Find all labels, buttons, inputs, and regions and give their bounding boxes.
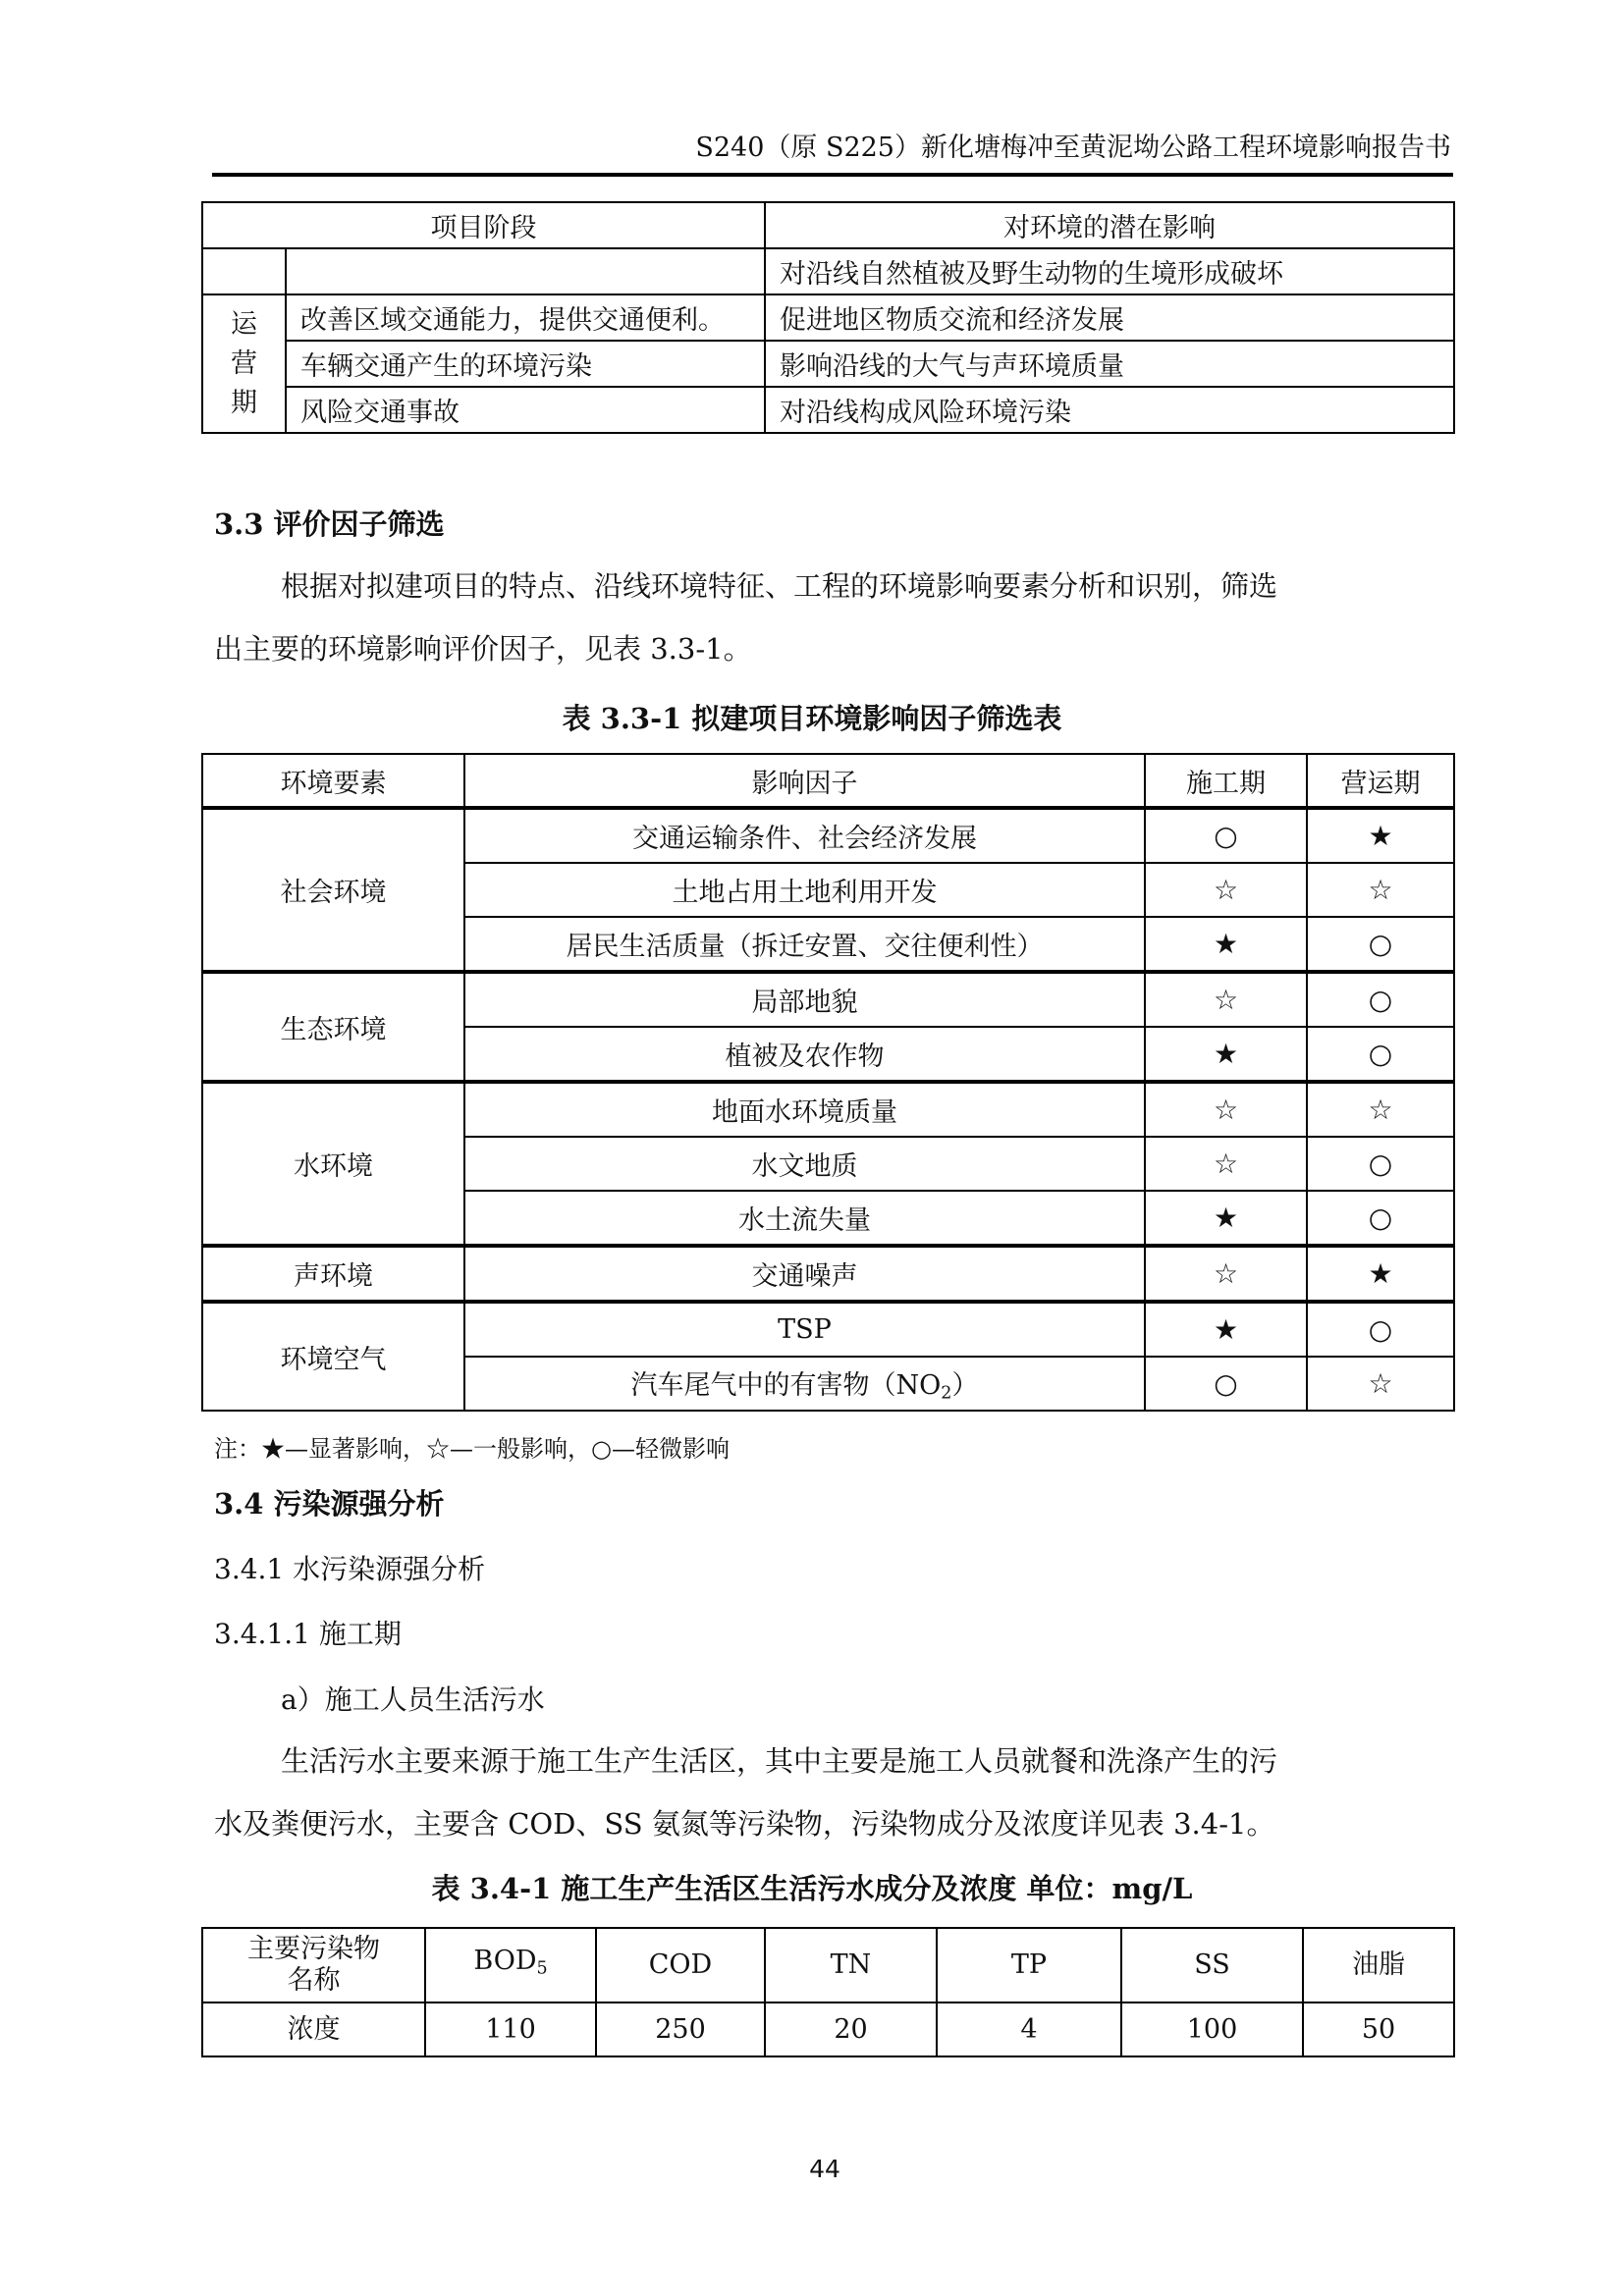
pollutant-name: BOD [473, 1946, 537, 1977]
paragraph-line: 生活污水主要来源于施工生产生活区，其中主要是施工人员就餐和洗涤产生的污 [281, 1744, 1278, 1778]
concentration-cell: 250 [596, 2002, 765, 2056]
operation-rating: ○ [1307, 917, 1454, 972]
activity-cell: 风险交通事故 [286, 387, 765, 433]
factor-cell: 交通噪声 [464, 1246, 1145, 1302]
concentration-cell: 100 [1121, 2002, 1303, 2056]
factor-table [201, 753, 1455, 1412]
factor-cell: TSP [464, 1302, 1145, 1357]
header-rule [212, 173, 1453, 177]
stage-char: 运 [231, 308, 257, 340]
operation-rating: ○ [1307, 1137, 1454, 1191]
concentration-cell: 20 [765, 2002, 937, 2056]
construction-rating: ★ [1145, 1191, 1307, 1246]
table-row [202, 294, 1454, 341]
operation-rating: ○ [1307, 972, 1454, 1027]
pollutant-name-cell: SS [1121, 1928, 1303, 2002]
operation-rating: ☆ [1307, 1357, 1454, 1411]
factor-text-tail: ） [951, 1370, 979, 1402]
section-heading-3-4: 3.4 污染源强分析 [214, 1487, 445, 1521]
table-caption-3-3-1: 表 3.3-1 拟建项目环境影响因子筛选表 [562, 702, 1062, 735]
stage-char: 期 [231, 387, 257, 418]
pollutant-name-cell: TN [765, 1928, 937, 2002]
construction-rating: ☆ [1145, 1137, 1307, 1191]
factor-cell: 交通运输条件、社会经济发展 [464, 808, 1145, 863]
header-cell: 项目阶段 [202, 202, 765, 248]
subscript: 2 [941, 1383, 952, 1404]
construction-rating: ★ [1145, 917, 1307, 972]
table-row [202, 808, 1454, 863]
activity-cell: 车辆交通产生的环境污染 [286, 341, 765, 387]
header-cell: 营运期 [1307, 754, 1454, 808]
factor-cell: 水文地质 [464, 1137, 1145, 1191]
paragraph-line: 根据对拟建项目的特点、沿线环境特征、工程的环境影响要素分析和识别，筛选 [281, 569, 1278, 603]
header-cell: 对环境的潜在影响 [765, 202, 1454, 248]
row-header-cell [202, 1928, 425, 2002]
factor-cell [464, 1357, 1145, 1411]
activity-cell: 改善区域交通能力，提供交通便利。 [286, 294, 765, 341]
construction-rating: ☆ [1145, 1246, 1307, 1302]
factor-cell: 地面水环境质量 [464, 1082, 1145, 1137]
row-header-line: 主要污染物 [247, 1934, 380, 1964]
subscript: 5 [536, 1958, 548, 1979]
construction-rating: ○ [1145, 808, 1307, 863]
element-cell: 生态环境 [202, 972, 464, 1082]
operation-rating: ○ [1307, 1302, 1454, 1357]
element-cell: 环境空气 [202, 1302, 464, 1411]
sewage-table [201, 1927, 1455, 2057]
element-cell: 水环境 [202, 1082, 464, 1246]
table-row [202, 1302, 1454, 1357]
concentration-cell: 4 [937, 2002, 1121, 2056]
row-header-line: 名称 [287, 1965, 341, 1996]
paragraph-line: 出主要的环境影响评价因子，见表 3.3-1。 [214, 632, 752, 666]
row-header-cell: 浓度 [202, 2002, 425, 2056]
construction-rating: ★ [1145, 1302, 1307, 1357]
factor-cell: 居民生活质量（拆迁安置、交往便利性） [464, 917, 1145, 972]
stage-cell [202, 248, 286, 294]
operation-rating: ☆ [1307, 1082, 1454, 1137]
table-header-row [202, 1928, 1454, 2002]
operation-stage-cell [202, 294, 286, 433]
table-row [202, 387, 1454, 433]
stage-char: 营 [231, 347, 257, 379]
table-row [202, 1082, 1454, 1137]
header-cell: 影响因子 [464, 754, 1145, 808]
paragraph-line: 水及粪便污水，主要含 COD、SS 氨氮等污染物，污染物成分及浓度详见表 3.4-1。 [214, 1807, 1275, 1841]
factor-cell: 植被及农作物 [464, 1027, 1145, 1082]
construction-rating: ☆ [1145, 863, 1307, 917]
operation-rating: ○ [1307, 1191, 1454, 1246]
factor-cell: 局部地貌 [464, 972, 1145, 1027]
impact-cell: 对沿线构成风险环境污染 [765, 387, 1454, 433]
pollutant-name-cell: 油脂 [1303, 1928, 1454, 2002]
activity-cell [286, 248, 765, 294]
impact-cell: 对沿线自然植被及野生动物的生境形成破坏 [765, 248, 1454, 294]
pollutant-name-cell: TP [937, 1928, 1121, 2002]
impact-table [201, 201, 1455, 434]
factor-text: 汽车尾气中的有害物（NO [630, 1370, 942, 1402]
table-note: 注：★—显著影响，☆—一般影响，○—轻微影响 [214, 1435, 730, 1463]
pollutant-name-cell [425, 1928, 596, 2002]
construction-rating: ☆ [1145, 1082, 1307, 1137]
construction-rating: ○ [1145, 1357, 1307, 1411]
table-caption-3-4-1: 表 3.4-1 施工生产生活区生活污水成分及浓度 单位：mg/L [431, 1872, 1193, 1905]
element-cell: 声环境 [202, 1246, 464, 1302]
impact-cell: 促进地区物质交流和经济发展 [765, 294, 1454, 341]
running-header: S240（原 S225）新化塘梅冲至黄泥坳公路工程环境影响报告书 [695, 133, 1451, 163]
table-row [202, 341, 1454, 387]
factor-cell: 土地占用土地利用开发 [464, 863, 1145, 917]
concentration-cell: 110 [425, 2002, 596, 2056]
operation-rating: ☆ [1307, 863, 1454, 917]
impact-cell: 影响沿线的大气与声环境质量 [765, 341, 1454, 387]
table-header-row [202, 202, 1454, 248]
concentration-cell: 50 [1303, 2002, 1454, 2056]
item-a: a）施工人员生活污水 [281, 1683, 545, 1716]
section-heading-3-4-1: 3.4.1 水污染源强分析 [214, 1553, 486, 1585]
table-row [202, 1246, 1454, 1302]
table-row [202, 2002, 1454, 2056]
element-cell: 社会环境 [202, 808, 464, 972]
section-heading-3-4-1-1: 3.4.1.1 施工期 [214, 1618, 402, 1650]
table-header-row [202, 754, 1454, 808]
table-row [202, 972, 1454, 1027]
operation-rating: ○ [1307, 1027, 1454, 1082]
construction-rating: ☆ [1145, 972, 1307, 1027]
section-heading-3-3: 3.3 评价因子筛选 [214, 507, 445, 541]
pollutant-name-cell: COD [596, 1928, 765, 2002]
header-cell: 施工期 [1145, 754, 1307, 808]
page-number: 44 [809, 2155, 840, 2183]
factor-cell: 水土流失量 [464, 1191, 1145, 1246]
operation-rating: ★ [1307, 1246, 1454, 1302]
table-row [202, 248, 1454, 294]
operation-rating: ★ [1307, 808, 1454, 863]
header-cell: 环境要素 [202, 754, 464, 808]
construction-rating: ★ [1145, 1027, 1307, 1082]
